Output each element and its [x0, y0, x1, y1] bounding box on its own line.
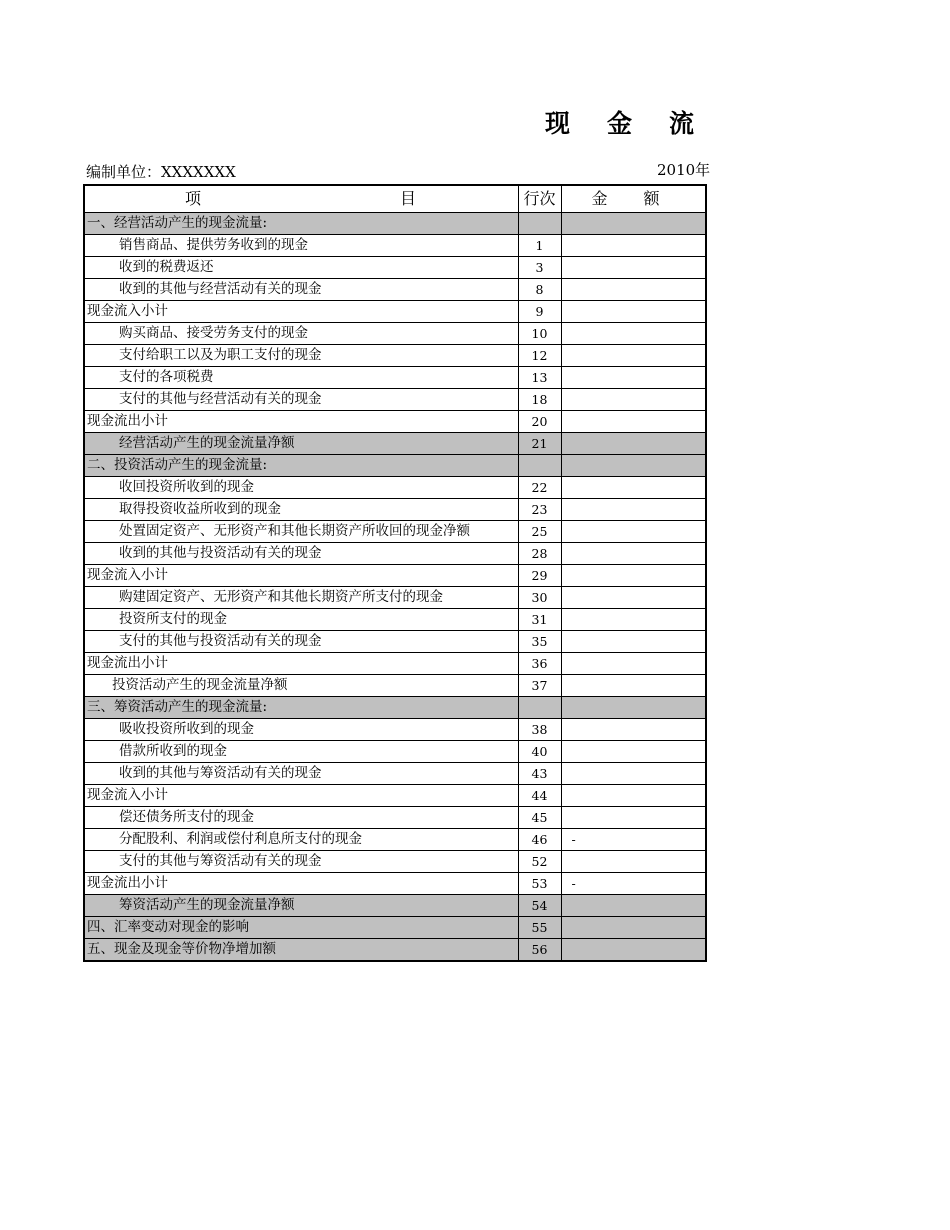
cash-flow-table [83, 184, 707, 962]
table-row [85, 719, 705, 741]
row-item-label: 支付的各项税费 [85, 367, 518, 389]
row-item-label: 购建固定资产、无形资产和其他长期资产所支付的现金 [85, 587, 518, 609]
row-line-number: 23 [518, 499, 561, 521]
row-amount [561, 455, 705, 477]
table-row [85, 653, 705, 675]
row-line-number: 20 [518, 411, 561, 433]
row-item-label: 支付的其他与筹资活动有关的现金 [85, 851, 518, 873]
row-line-number [518, 697, 561, 719]
report-date: 2010年 [657, 161, 711, 179]
row-item-label: 五、现金及现金等价物净增加额 [85, 939, 518, 961]
row-item-label: 经营活动产生的现金流量净额 [85, 433, 518, 455]
row-amount [561, 411, 705, 433]
row-amount [561, 301, 705, 323]
row-amount [561, 939, 705, 961]
row-item-label: 现金流出小计 [85, 873, 518, 895]
row-line-number: 21 [518, 433, 561, 455]
table-row [85, 807, 705, 829]
row-item-label: 三、筹资活动产生的现金流量: [85, 697, 518, 719]
row-item-label: 收回投资所收到的现金 [85, 477, 518, 499]
row-amount [561, 917, 705, 939]
row-item-label: 分配股利、利润或偿付利息所支付的现金 [85, 829, 518, 851]
row-line-number [518, 455, 561, 477]
row-line-number: 9 [518, 301, 561, 323]
table-row [85, 587, 705, 609]
row-line-number: 22 [518, 477, 561, 499]
row-item-label: 现金流入小计 [85, 565, 518, 587]
row-item-label: 处置固定资产、无形资产和其他长期资产所收回的现金净额 [85, 521, 518, 543]
header-amount: 金额 [561, 186, 705, 213]
table-row [85, 411, 705, 433]
table-row [85, 631, 705, 653]
row-amount [561, 257, 705, 279]
row-line-number: 13 [518, 367, 561, 389]
table-row [85, 235, 705, 257]
row-line-number [518, 213, 561, 235]
row-line-number: 12 [518, 345, 561, 367]
row-item-label: 四、汇率变动对现金的影响 [85, 917, 518, 939]
row-line-number: 1 [518, 235, 561, 257]
row-amount [561, 851, 705, 873]
row-amount [561, 389, 705, 411]
row-line-number: 53 [518, 873, 561, 895]
table-row [85, 697, 705, 719]
header-item-label-b: 目 [400, 189, 417, 208]
row-amount [561, 741, 705, 763]
row-amount [561, 345, 705, 367]
table-row [85, 389, 705, 411]
row-amount [561, 763, 705, 785]
row-item-label: 一、经营活动产生的现金流量: [85, 213, 518, 235]
row-line-number: 31 [518, 609, 561, 631]
row-item-label: 投资活动产生的现金流量净额 [85, 675, 518, 697]
table-row [85, 345, 705, 367]
row-line-number: 28 [518, 543, 561, 565]
row-item-label: 吸收投资所收到的现金 [85, 719, 518, 741]
row-amount [561, 675, 705, 697]
row-item-label: 现金流入小计 [85, 785, 518, 807]
table-row [85, 301, 705, 323]
header-line-number: 行次 [518, 186, 561, 213]
table-row [85, 323, 705, 345]
table-row [85, 609, 705, 631]
row-amount: - [561, 873, 705, 895]
row-amount [561, 235, 705, 257]
row-line-number: 44 [518, 785, 561, 807]
row-line-number: 36 [518, 653, 561, 675]
row-item-label: 支付的其他与投资活动有关的现金 [85, 631, 518, 653]
row-amount [561, 807, 705, 829]
row-line-number: 45 [518, 807, 561, 829]
row-item-label: 筹资活动产生的现金流量净额 [85, 895, 518, 917]
row-item-label: 购买商品、接受劳务支付的现金 [85, 323, 518, 345]
row-line-number: 35 [518, 631, 561, 653]
row-item-label: 现金流入小计 [85, 301, 518, 323]
row-item-label: 收到的其他与投资活动有关的现金 [85, 543, 518, 565]
row-line-number: 54 [518, 895, 561, 917]
row-amount [561, 499, 705, 521]
table-header-row [85, 186, 705, 213]
row-line-number: 38 [518, 719, 561, 741]
table-row [85, 917, 705, 939]
row-item-label: 销售商品、提供劳务收到的现金 [85, 235, 518, 257]
row-line-number: 8 [518, 279, 561, 301]
table-row [85, 543, 705, 565]
table-row [85, 455, 705, 477]
row-amount [561, 521, 705, 543]
row-line-number: 30 [518, 587, 561, 609]
row-amount [561, 323, 705, 345]
row-item-label: 支付的其他与经营活动有关的现金 [85, 389, 518, 411]
row-amount [561, 785, 705, 807]
table-row [85, 895, 705, 917]
row-amount [561, 631, 705, 653]
table-row [85, 213, 705, 235]
row-item-label: 二、投资活动产生的现金流量: [85, 455, 518, 477]
row-item-label: 偿还债务所支付的现金 [85, 807, 518, 829]
row-amount [561, 895, 705, 917]
row-amount [561, 697, 705, 719]
row-line-number: 3 [518, 257, 561, 279]
table-row [85, 873, 705, 895]
row-line-number: 25 [518, 521, 561, 543]
row-item-label: 收到的其他与筹资活动有关的现金 [85, 763, 518, 785]
table-row [85, 763, 705, 785]
row-line-number: 40 [518, 741, 561, 763]
row-item-label: 收到的税费返还 [85, 257, 518, 279]
row-amount [561, 609, 705, 631]
row-amount [561, 653, 705, 675]
table-row [85, 367, 705, 389]
table-row [85, 785, 705, 807]
table-row [85, 433, 705, 455]
row-amount [561, 279, 705, 301]
row-amount [561, 213, 705, 235]
table-row [85, 829, 705, 851]
table-row [85, 851, 705, 873]
row-amount [561, 433, 705, 455]
table-row [85, 499, 705, 521]
row-item-label: 支付给职工以及为职工支付的现金 [85, 345, 518, 367]
row-line-number: 46 [518, 829, 561, 851]
row-line-number: 37 [518, 675, 561, 697]
row-line-number: 55 [518, 917, 561, 939]
row-item-label: 借款所收到的现金 [85, 741, 518, 763]
table-row [85, 477, 705, 499]
row-item-label: 收到的其他与经营活动有关的现金 [85, 279, 518, 301]
table-row [85, 279, 705, 301]
row-item-label: 现金流出小计 [85, 411, 518, 433]
row-line-number: 52 [518, 851, 561, 873]
row-item-label: 投资所支付的现金 [85, 609, 518, 631]
row-amount [561, 367, 705, 389]
row-amount [561, 587, 705, 609]
row-item-label: 现金流出小计 [85, 653, 518, 675]
table-row [85, 257, 705, 279]
table-row [85, 521, 705, 543]
row-amount: - [561, 829, 705, 851]
table-row [85, 741, 705, 763]
row-line-number: 10 [518, 323, 561, 345]
row-item-label: 取得投资收益所收到的现金 [85, 499, 518, 521]
row-line-number: 18 [518, 389, 561, 411]
header-item-label-a: 项 [185, 189, 202, 208]
row-line-number: 56 [518, 939, 561, 961]
row-amount [561, 565, 705, 587]
row-amount [561, 543, 705, 565]
row-line-number: 43 [518, 763, 561, 785]
table-row [85, 939, 705, 961]
reporting-entity-label: 编制单位：XXXXXXX [86, 163, 236, 181]
row-amount [561, 719, 705, 741]
row-line-number: 29 [518, 565, 561, 587]
table-row [85, 675, 705, 697]
header-item-cell [85, 186, 518, 213]
report-title: 现金流 [545, 109, 732, 138]
row-amount [561, 477, 705, 499]
table-row [85, 565, 705, 587]
